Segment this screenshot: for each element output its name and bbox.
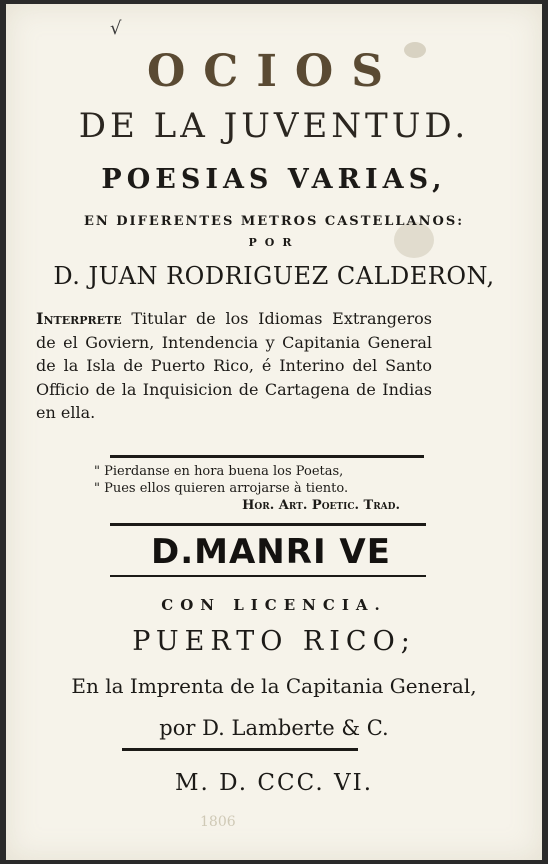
epigraph-line-2: " Pues ellos quieren arrojarse à tiento. — [94, 481, 349, 496]
epigraph-line-1: " Pierdanse en hora buena los Poetas, — [94, 464, 344, 479]
description-lead: Interprete — [36, 309, 122, 328]
metros-line: EN DIFERENTES METROS CASTELLANOS: — [83, 214, 465, 229]
author-line: D. JUAN RODRIGUEZ CALDERON, — [53, 262, 495, 290]
imprint-year: M. D. CCC. VI. — [174, 770, 374, 796]
imprenta-line: En la Imprenta de la Capitania General, — [71, 674, 477, 698]
divider-rule — [110, 455, 424, 458]
title-line-2: DE LA JUVENTUD. — [78, 106, 470, 146]
divider-rule — [110, 523, 426, 526]
epigraph — [94, 463, 424, 514]
pencil-note: 1806 — [200, 814, 236, 830]
divider-rule — [122, 748, 358, 751]
divider-rule — [110, 575, 426, 577]
description-text: Titular de los Idiomas Extrangeros de el Goviern, Intendencia y Capitania General de la Isla de Puerto Rico, é Interino del Santo Officio de la Inquisicion de Cartagena de Indias en ella. — [36, 309, 432, 422]
title-page — [6, 4, 542, 860]
check-mark: √ — [110, 18, 122, 39]
licencia-line: CON LICENCIA. — [161, 596, 387, 614]
subtitle: POESIAS VARIAS, — [101, 164, 447, 195]
ownership-stamp: D.MANRI VE — [151, 532, 391, 572]
epigraph-source: Hor. Art. Poetic. Trad. — [242, 498, 400, 513]
author-description — [36, 307, 432, 425]
por-line: POR — [248, 236, 300, 249]
place-line: PUERTO RICO; — [132, 626, 416, 657]
title-line-1: OCIOS — [146, 46, 402, 97]
printer-line: por D. Lamberte & C. — [159, 716, 389, 740]
